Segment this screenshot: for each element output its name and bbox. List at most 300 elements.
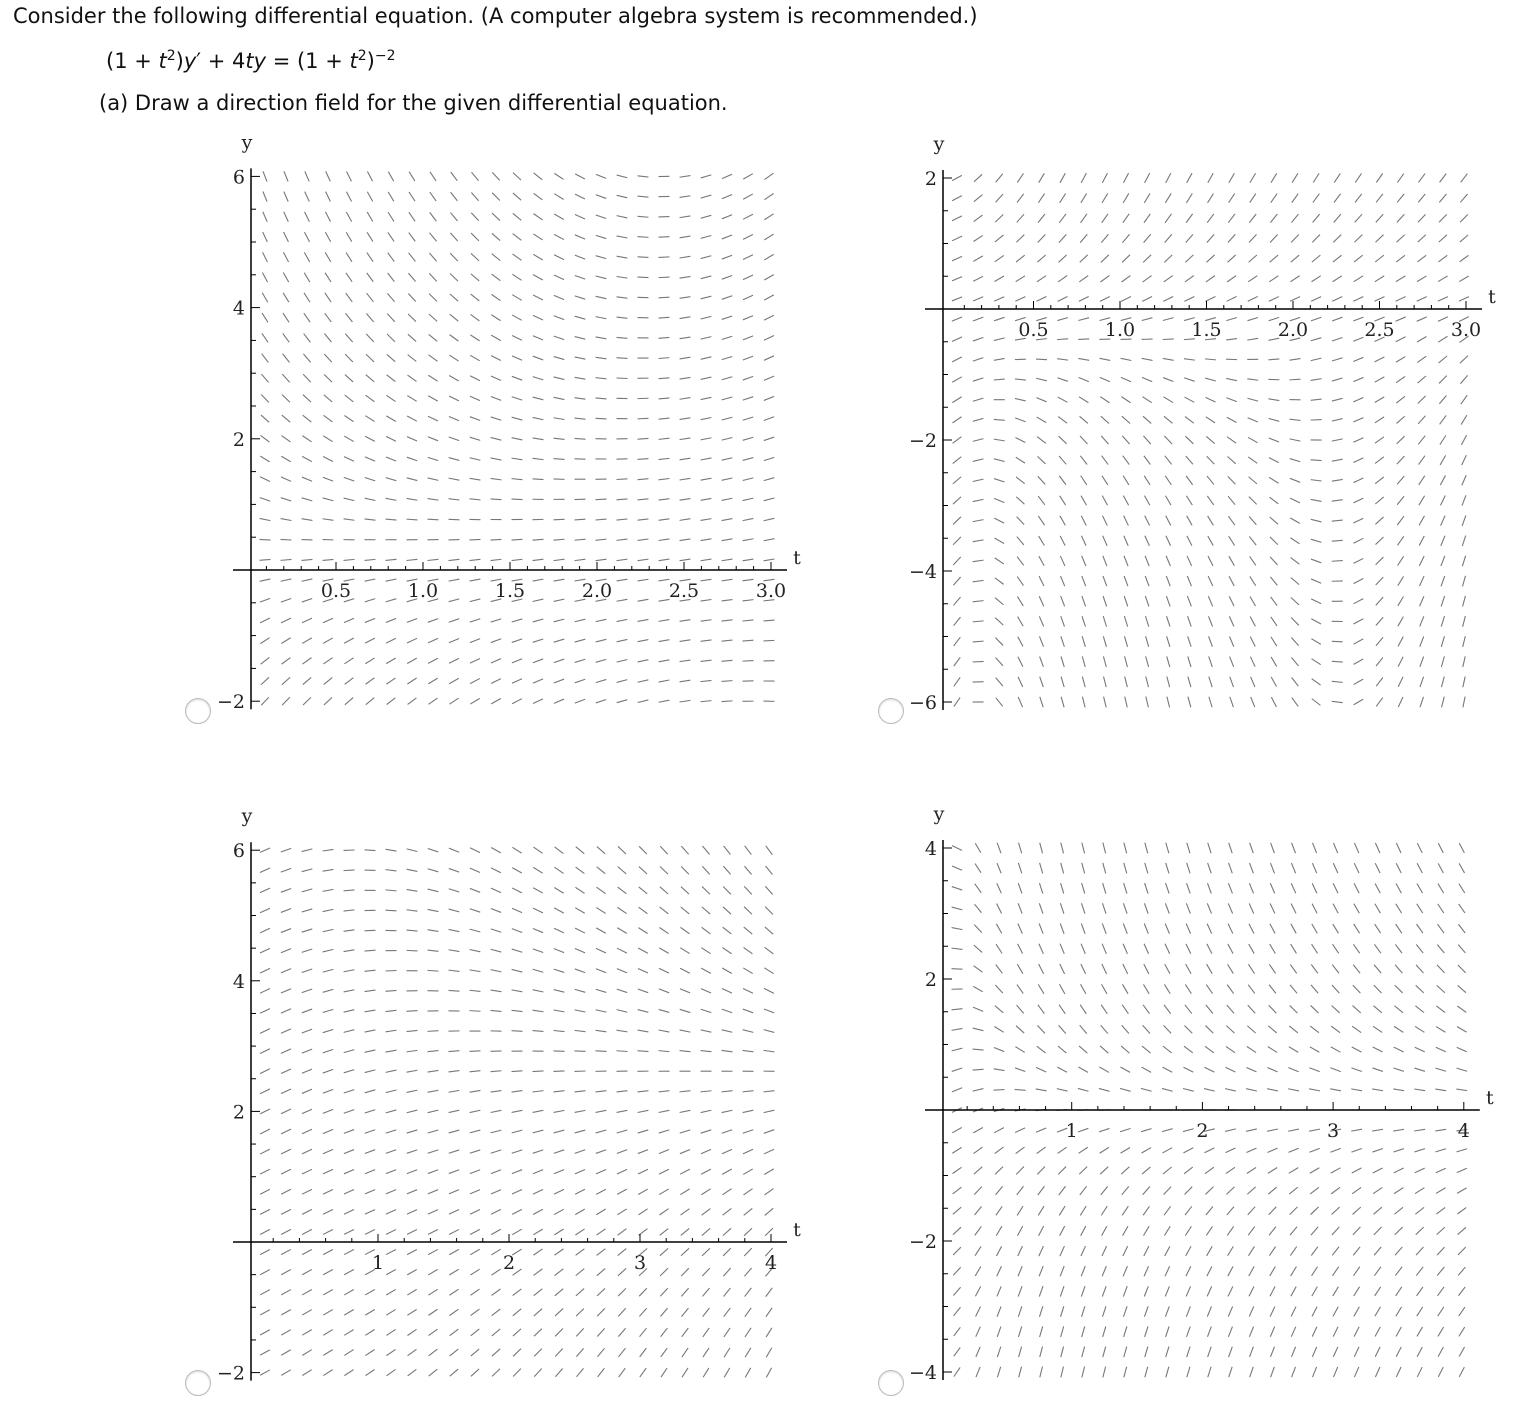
slope-segment bbox=[1289, 1047, 1298, 1053]
slope-segment bbox=[1207, 476, 1214, 485]
slope-segment bbox=[1310, 1187, 1319, 1194]
slope-segment bbox=[428, 437, 438, 441]
slope-segment bbox=[1164, 984, 1170, 993]
slope-segment bbox=[1143, 255, 1151, 263]
slope-segment bbox=[302, 1229, 312, 1234]
slope-segment bbox=[1270, 557, 1277, 565]
slope-segment bbox=[1144, 496, 1149, 506]
slope-segment bbox=[533, 639, 543, 642]
slope-segment bbox=[1353, 538, 1363, 543]
slope-segment bbox=[449, 1130, 460, 1133]
radio-option-c[interactable] bbox=[185, 1370, 211, 1396]
slope-segment bbox=[428, 950, 439, 951]
slope-segment bbox=[1209, 636, 1213, 646]
slope-segment bbox=[722, 356, 733, 359]
slope-segment bbox=[1018, 903, 1022, 913]
slope-segment bbox=[1018, 617, 1023, 627]
slope-segment bbox=[1416, 965, 1423, 973]
slope-segment bbox=[555, 1329, 563, 1337]
slope-segment bbox=[302, 1009, 312, 1013]
slope-segment bbox=[1099, 1067, 1109, 1072]
slope-segment bbox=[388, 212, 394, 221]
slope-segment bbox=[1396, 1327, 1401, 1337]
slope-segment bbox=[682, 1368, 688, 1377]
slope-segment bbox=[764, 1169, 773, 1175]
slope-segment bbox=[1333, 1367, 1337, 1377]
slope-segment bbox=[1102, 516, 1107, 526]
slope-segment bbox=[281, 1149, 291, 1154]
slope-segment bbox=[449, 416, 459, 420]
slope-segment bbox=[302, 1350, 311, 1356]
slope-segment bbox=[952, 1127, 962, 1132]
slope-segment bbox=[617, 559, 628, 561]
slope-segment bbox=[596, 969, 606, 973]
slope-segment bbox=[1206, 436, 1214, 443]
slope-segment bbox=[617, 1110, 628, 1112]
slope-segment bbox=[1207, 1266, 1212, 1276]
slope-segment bbox=[470, 949, 481, 951]
slope-segment bbox=[1081, 1226, 1086, 1236]
slope-segment bbox=[1124, 576, 1128, 586]
slope-segment bbox=[1437, 945, 1444, 953]
slope-segment bbox=[365, 1030, 376, 1032]
slope-segment bbox=[1104, 697, 1107, 708]
slope-segment bbox=[1167, 636, 1170, 647]
slope-segment bbox=[953, 1247, 961, 1255]
slope-segment bbox=[408, 273, 415, 281]
slope-segment bbox=[1206, 1207, 1213, 1216]
slope-segment bbox=[1420, 636, 1424, 646]
slope-segment bbox=[1267, 1148, 1277, 1152]
slope-segment bbox=[1311, 338, 1322, 341]
slope-segment bbox=[534, 173, 543, 180]
slope-segment bbox=[1312, 235, 1320, 243]
slope-segment bbox=[995, 215, 1003, 223]
slope-segment bbox=[1225, 1067, 1235, 1072]
slope-segment bbox=[1206, 985, 1212, 994]
slope-segment bbox=[702, 866, 709, 874]
slope-segment bbox=[1038, 476, 1045, 484]
slope-segment bbox=[282, 436, 291, 442]
slope-segment bbox=[554, 679, 564, 683]
slope-segment bbox=[1437, 985, 1445, 992]
slope-segment bbox=[1312, 944, 1318, 953]
slope-segment bbox=[1310, 1168, 1320, 1174]
slope-segment bbox=[996, 1226, 1002, 1235]
slope-segment bbox=[323, 1330, 332, 1336]
slope-segment bbox=[1332, 459, 1343, 461]
slope-segment bbox=[743, 174, 753, 179]
radio-option-a[interactable] bbox=[185, 698, 211, 724]
slope-segment bbox=[638, 579, 649, 581]
slope-segment bbox=[512, 559, 523, 560]
slope-segment bbox=[617, 479, 628, 480]
slope-segment bbox=[638, 640, 649, 642]
slope-segment bbox=[533, 579, 544, 581]
slope-segment bbox=[325, 252, 331, 261]
slope-segment bbox=[659, 599, 670, 601]
slope-segment bbox=[1375, 437, 1384, 443]
slope-segment bbox=[1163, 318, 1174, 321]
slope-segment bbox=[1079, 397, 1088, 403]
slope-segment bbox=[617, 358, 628, 359]
slope-segment bbox=[302, 1269, 312, 1274]
slope-segment bbox=[619, 1348, 626, 1357]
slope-segment bbox=[512, 438, 523, 440]
slope-segment bbox=[1123, 476, 1129, 485]
slope-segment bbox=[1312, 863, 1316, 873]
slope-segment bbox=[491, 659, 501, 663]
slope-segment bbox=[1040, 843, 1043, 854]
slope-segment bbox=[1017, 1226, 1022, 1236]
slope-segment bbox=[994, 1090, 1005, 1091]
slope-segment bbox=[1248, 1207, 1255, 1215]
slope-segment bbox=[1288, 1129, 1299, 1131]
slope-segment bbox=[323, 1109, 333, 1113]
slope-segment bbox=[1059, 1186, 1066, 1195]
slope-segment bbox=[1037, 1046, 1046, 1053]
slope-segment bbox=[1271, 194, 1277, 203]
slope-segment bbox=[491, 929, 501, 932]
slope-segment bbox=[1120, 1129, 1131, 1132]
slope-segment bbox=[1375, 1367, 1380, 1377]
slope-segment bbox=[1036, 1128, 1046, 1132]
slope-segment bbox=[1163, 1167, 1172, 1174]
slope-segment bbox=[1334, 194, 1341, 203]
slope-segment bbox=[449, 1249, 459, 1254]
slope-segment bbox=[261, 677, 269, 684]
slope-segment bbox=[1290, 1005, 1298, 1013]
slope-segment bbox=[1354, 255, 1363, 262]
slope-segment bbox=[1311, 985, 1318, 993]
slope-segment bbox=[1375, 1307, 1381, 1316]
slope-segment bbox=[596, 679, 607, 682]
slope-segment bbox=[1015, 418, 1025, 422]
slope-segment bbox=[1164, 255, 1172, 263]
slope-segment bbox=[975, 1266, 981, 1275]
slope-segment bbox=[386, 1309, 395, 1315]
slope-segment bbox=[973, 601, 984, 602]
slope-segment bbox=[745, 1348, 751, 1357]
slope-segment bbox=[1166, 1367, 1169, 1378]
slope-segment bbox=[617, 256, 628, 258]
slope-segment bbox=[973, 1007, 983, 1011]
slope-segment bbox=[596, 195, 606, 199]
slope-segment bbox=[428, 1190, 438, 1194]
slope-segment bbox=[470, 1150, 480, 1153]
slope-segment bbox=[1057, 1089, 1068, 1091]
slope-segment bbox=[1205, 1046, 1214, 1052]
slope-segment bbox=[1436, 1047, 1446, 1052]
slope-segment bbox=[659, 337, 670, 338]
slope-segment bbox=[1102, 1246, 1107, 1256]
slope-segment bbox=[1208, 1367, 1211, 1377]
slope-segment bbox=[1103, 1326, 1106, 1337]
slope-segment bbox=[554, 619, 565, 622]
slope-segment bbox=[1060, 1226, 1065, 1236]
slope-segment bbox=[1270, 944, 1276, 953]
slope-segment bbox=[512, 847, 521, 853]
slope-segment bbox=[1457, 1149, 1468, 1152]
eq-exp: 2 bbox=[166, 48, 176, 64]
slope-segment bbox=[638, 599, 649, 601]
slope-segment bbox=[1162, 1129, 1173, 1132]
slope-segment bbox=[1186, 476, 1192, 485]
slope-segment bbox=[1354, 599, 1364, 604]
slope-segment bbox=[491, 990, 502, 992]
slope-segment bbox=[533, 397, 544, 400]
slope-segment bbox=[1059, 1005, 1065, 1014]
slope-segment bbox=[302, 1249, 312, 1254]
slope-segment bbox=[1017, 1186, 1024, 1195]
slope-segment bbox=[1291, 1267, 1297, 1276]
slope-segment bbox=[1082, 697, 1085, 708]
slope-segment bbox=[1353, 579, 1363, 584]
y-tick-label: −2 bbox=[908, 430, 937, 452]
radio-option-d[interactable] bbox=[878, 1370, 904, 1396]
slope-segment bbox=[974, 215, 983, 222]
slope-segment bbox=[1291, 637, 1298, 645]
slope-segment bbox=[281, 1209, 291, 1214]
slope-segment bbox=[1101, 1005, 1107, 1014]
slope-segment bbox=[974, 1147, 983, 1153]
slope-segment bbox=[554, 377, 565, 380]
slope-segment bbox=[1376, 173, 1382, 182]
slope-segment bbox=[386, 478, 397, 481]
slope-segment bbox=[1270, 537, 1278, 545]
slope-segment bbox=[596, 337, 607, 339]
slope-segment bbox=[1103, 636, 1106, 647]
slope-segment bbox=[407, 1130, 418, 1133]
slope-segment bbox=[1394, 1026, 1403, 1032]
slope-segment bbox=[428, 678, 437, 684]
slope-segment bbox=[575, 989, 586, 992]
slope-segment bbox=[1183, 1089, 1194, 1092]
slope-segment bbox=[429, 1349, 438, 1356]
slope-segment bbox=[1123, 456, 1129, 465]
slope-segment bbox=[702, 907, 710, 914]
slope-segment bbox=[1102, 173, 1107, 183]
y-tick-label: 2 bbox=[232, 1101, 245, 1124]
slope-segment bbox=[1460, 235, 1468, 242]
slope-segment bbox=[365, 1290, 375, 1295]
slope-segment bbox=[1270, 1287, 1275, 1297]
slope-segment bbox=[1039, 1306, 1042, 1316]
slope-segment bbox=[1100, 296, 1110, 301]
slope-segment bbox=[1016, 276, 1025, 282]
slope-segment bbox=[471, 274, 479, 281]
slope-segment bbox=[764, 1110, 775, 1112]
slope-segment bbox=[952, 256, 962, 260]
slope-segment bbox=[765, 907, 773, 915]
slope-segment bbox=[386, 1329, 395, 1335]
slope-segment bbox=[491, 888, 501, 892]
slope-segment bbox=[470, 1249, 479, 1255]
slope-segment bbox=[1187, 883, 1191, 893]
slope-segment bbox=[659, 660, 670, 662]
slope-segment bbox=[1311, 399, 1322, 400]
slope-segment bbox=[953, 1227, 961, 1234]
slope-segment bbox=[1102, 923, 1106, 933]
slope-segment bbox=[1417, 276, 1426, 282]
slope-segment bbox=[1439, 395, 1446, 403]
slope-segment bbox=[260, 518, 271, 520]
slope-segment bbox=[491, 639, 501, 643]
slope-segment bbox=[1312, 276, 1321, 282]
slope-segment bbox=[1100, 276, 1109, 282]
slope-segment bbox=[1184, 1046, 1193, 1053]
slope-segment bbox=[1375, 904, 1381, 913]
slope-segment bbox=[596, 539, 607, 540]
slope-segment bbox=[638, 680, 649, 682]
slope-segment bbox=[722, 417, 733, 420]
slope-segment bbox=[430, 192, 436, 201]
slope-segment bbox=[997, 1286, 1001, 1296]
slope-segment bbox=[1103, 556, 1107, 566]
slope-segment bbox=[1354, 679, 1364, 684]
slope-segment bbox=[1416, 1227, 1424, 1235]
slope-segment bbox=[346, 252, 352, 261]
slope-segment bbox=[953, 517, 961, 525]
slope-segment bbox=[533, 888, 543, 893]
slope-segment bbox=[1039, 556, 1044, 566]
slope-segment bbox=[617, 907, 626, 913]
slope-segment bbox=[450, 213, 457, 221]
slope-segment bbox=[1206, 397, 1216, 402]
slope-segment bbox=[283, 252, 288, 262]
slope-segment bbox=[618, 887, 627, 894]
slope-segment bbox=[973, 256, 983, 262]
slope-segment bbox=[344, 1050, 355, 1053]
slope-segment bbox=[1376, 597, 1383, 605]
slope-segment bbox=[722, 660, 733, 661]
slope-segment bbox=[1248, 297, 1258, 302]
slope-segment bbox=[744, 886, 752, 894]
slope-segment bbox=[1058, 1167, 1066, 1175]
slope-segment bbox=[260, 888, 270, 893]
slope-segment bbox=[387, 314, 395, 322]
slope-segment bbox=[1103, 1306, 1106, 1316]
slope-segment bbox=[682, 1348, 688, 1357]
slope-segment bbox=[724, 846, 731, 855]
slope-segment bbox=[1332, 561, 1343, 562]
slope-segment bbox=[1229, 1367, 1232, 1377]
slope-segment bbox=[1145, 536, 1149, 546]
slope-segment bbox=[449, 1090, 460, 1092]
slope-segment bbox=[491, 1209, 501, 1214]
slope-segment bbox=[1290, 498, 1300, 503]
slope-segment bbox=[1207, 214, 1214, 223]
slope-segment bbox=[449, 1170, 459, 1174]
slope-segment bbox=[952, 297, 962, 301]
slope-segment bbox=[596, 256, 607, 259]
slope-segment bbox=[1373, 1047, 1383, 1052]
slope-segment bbox=[744, 1228, 752, 1235]
slope-segment bbox=[1016, 457, 1025, 463]
slope-segment bbox=[701, 600, 712, 602]
slope-segment bbox=[554, 234, 564, 239]
slope-segment bbox=[365, 579, 376, 581]
slope-segment bbox=[1146, 677, 1149, 688]
slope-segment bbox=[261, 415, 269, 422]
slope-segment bbox=[764, 234, 773, 240]
slope-segment bbox=[366, 698, 374, 705]
slope-segment bbox=[325, 273, 331, 282]
slope-segment bbox=[1141, 1129, 1152, 1132]
slope-segment bbox=[1332, 701, 1343, 702]
slope-segment bbox=[724, 1328, 730, 1337]
slope-segment bbox=[1269, 1207, 1277, 1215]
slope-segment bbox=[952, 1009, 963, 1010]
slope-segment bbox=[952, 357, 962, 362]
radio-option-b[interactable] bbox=[878, 698, 904, 724]
slope-segment bbox=[953, 537, 961, 545]
slope-segment bbox=[533, 679, 543, 683]
slope-segment bbox=[1057, 378, 1067, 382]
slope-segment bbox=[283, 354, 290, 363]
slope-segment bbox=[325, 313, 332, 322]
slope-segment bbox=[302, 849, 313, 852]
slope-segment bbox=[1226, 378, 1237, 380]
slope-segment bbox=[1185, 1226, 1191, 1235]
slope-segment bbox=[1143, 1025, 1150, 1033]
slope-segment bbox=[744, 947, 753, 953]
slope-segment bbox=[1290, 1207, 1298, 1215]
slope-segment bbox=[575, 296, 585, 299]
slope-segment bbox=[743, 498, 754, 500]
slope-segment bbox=[1376, 194, 1383, 203]
slope-segment bbox=[638, 1110, 649, 1112]
slope-segment bbox=[1038, 214, 1045, 223]
slope-segment bbox=[386, 1190, 396, 1194]
slope-segment bbox=[1207, 924, 1212, 934]
slope-segment bbox=[575, 1110, 586, 1112]
slope-segment bbox=[1227, 417, 1237, 422]
slope-segment bbox=[1226, 339, 1237, 340]
slope-segment bbox=[1249, 1266, 1254, 1276]
slope-segment bbox=[1396, 884, 1401, 894]
slope-segment bbox=[1101, 1025, 1108, 1033]
slope-segment bbox=[765, 173, 774, 179]
slope-segment bbox=[533, 867, 542, 873]
slope-segment bbox=[1441, 636, 1444, 647]
slope-segment bbox=[1060, 556, 1065, 566]
slope-segment bbox=[973, 479, 984, 481]
y-tick-label: −2 bbox=[216, 1362, 245, 1385]
slope-segment bbox=[554, 639, 565, 642]
slope-segment bbox=[1438, 843, 1443, 853]
slope-segment bbox=[1415, 1188, 1424, 1194]
slope-segment bbox=[1058, 297, 1068, 302]
slope-segment bbox=[407, 619, 417, 623]
slope-segment bbox=[1188, 697, 1191, 708]
slope-segment bbox=[722, 1169, 732, 1174]
slope-segment bbox=[1226, 1046, 1235, 1052]
slope-segment bbox=[596, 989, 607, 992]
slope-segment bbox=[1248, 964, 1254, 973]
slope-segment bbox=[365, 1050, 376, 1052]
slope-segment bbox=[492, 213, 500, 221]
slope-segment bbox=[617, 969, 627, 973]
slope-segment bbox=[680, 660, 691, 662]
slope-segment bbox=[1396, 924, 1402, 933]
slope-segment bbox=[1438, 317, 1448, 322]
slope-segment bbox=[1436, 1006, 1445, 1013]
slope-segment bbox=[659, 1051, 670, 1052]
slope-segment bbox=[618, 867, 626, 874]
slope-segment bbox=[1102, 1266, 1106, 1276]
slope-segment bbox=[661, 1368, 667, 1377]
